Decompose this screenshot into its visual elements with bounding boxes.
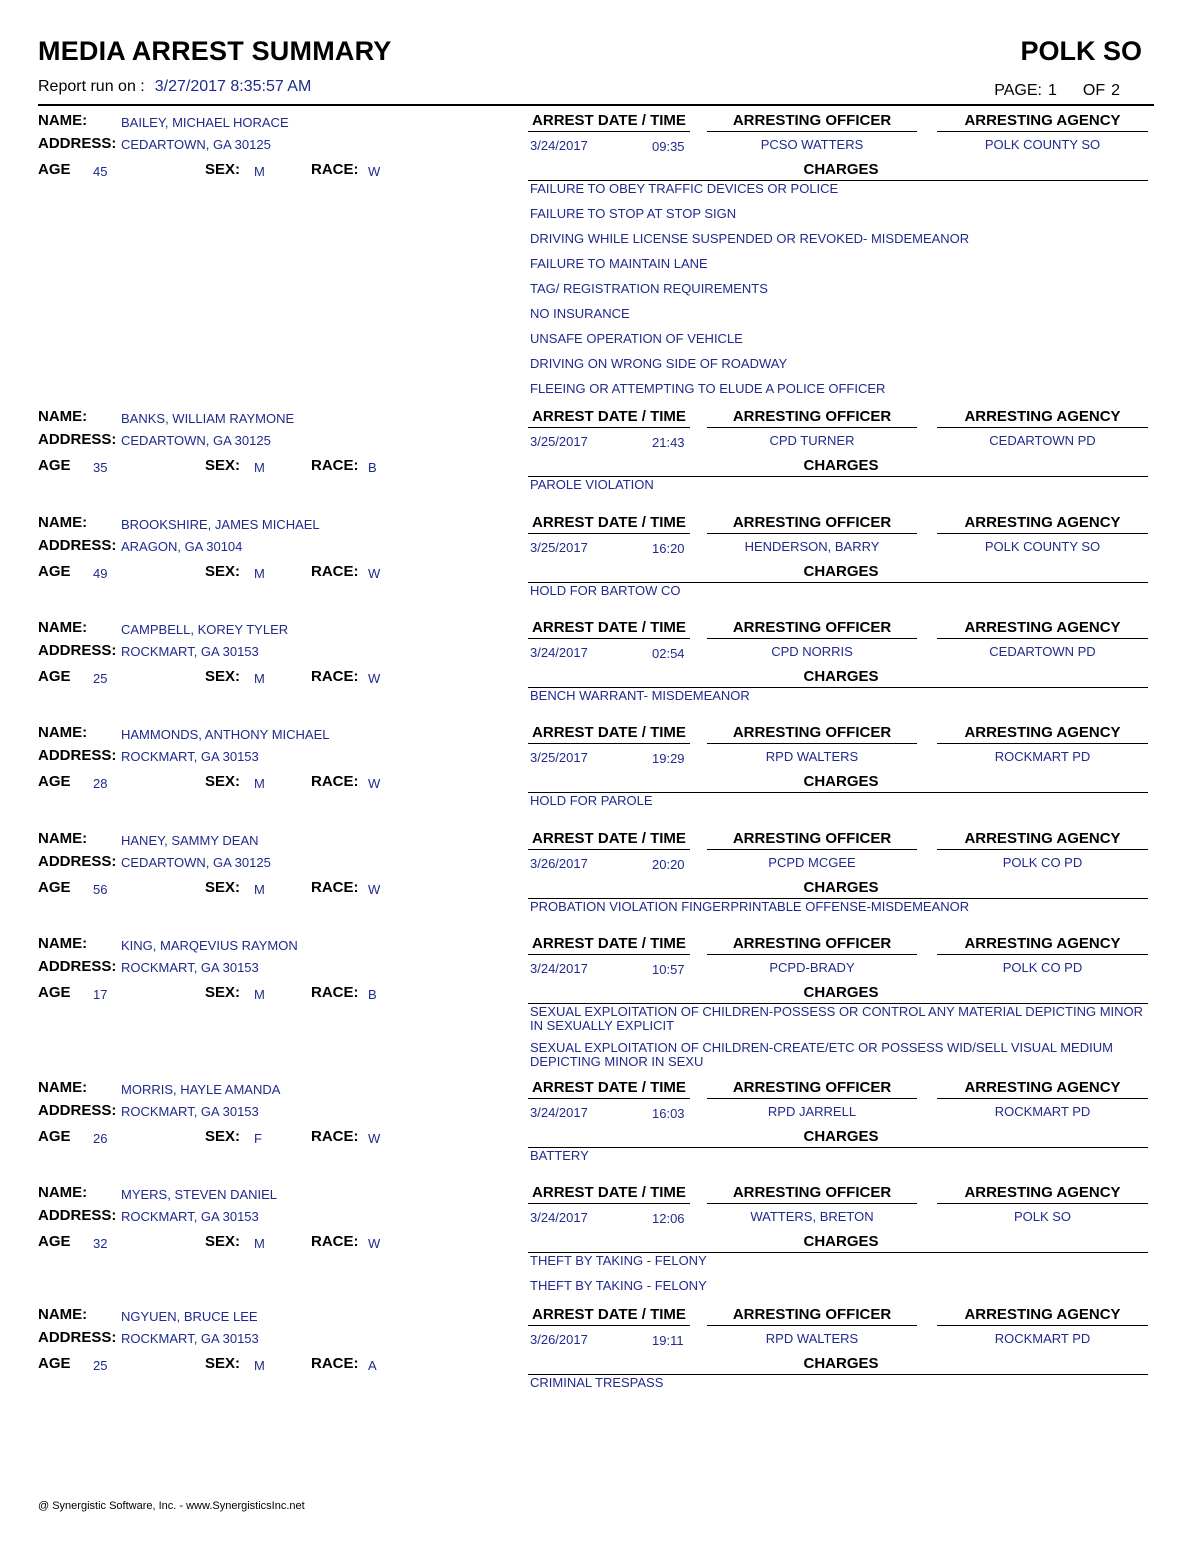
arresting-officer-rule bbox=[707, 427, 917, 428]
charge-item: CRIMINAL TRESPASS bbox=[530, 1375, 664, 1390]
person-sex: M bbox=[254, 671, 265, 686]
arrest-time: 12:06 bbox=[652, 1211, 685, 1226]
arresting-agency-rule bbox=[937, 533, 1148, 534]
person-address: ROCKMART, GA 30153 bbox=[121, 1104, 259, 1119]
arresting-agency-rule bbox=[937, 743, 1148, 744]
charges-header: CHARGES bbox=[803, 773, 879, 790]
person-race: W bbox=[368, 882, 381, 897]
charges-header: CHARGES bbox=[803, 668, 879, 685]
sex-label: SEX: bbox=[205, 1233, 241, 1250]
person-age: 25 bbox=[93, 1358, 108, 1373]
sex-label: SEX: bbox=[205, 984, 241, 1001]
person-race: B bbox=[368, 460, 377, 475]
person-address: CEDARTOWN, GA 30125 bbox=[121, 137, 271, 152]
arrest-date: 3/24/2017 bbox=[530, 138, 588, 153]
race-label: RACE: bbox=[311, 984, 359, 1001]
arresting-agency: CEDARTOWN PD bbox=[989, 644, 1096, 659]
report-run-label: Report run on : bbox=[38, 78, 145, 95]
name-label: NAME: bbox=[38, 830, 88, 847]
sex-label: SEX: bbox=[205, 161, 241, 178]
person-name: KING, MARQEVIUS RAYMON bbox=[121, 938, 298, 953]
age-label: AGE bbox=[38, 1233, 71, 1250]
race-label: RACE: bbox=[311, 773, 359, 790]
arresting-officer-rule bbox=[707, 131, 917, 132]
person-race: W bbox=[368, 1236, 381, 1251]
address-label: ADDRESS: bbox=[38, 1207, 117, 1224]
charges-rule bbox=[528, 1147, 1148, 1148]
charge-item: FLEEING OR ATTEMPTING TO ELUDE A POLICE OFFICER bbox=[530, 381, 886, 396]
person-address: CEDARTOWN, GA 30125 bbox=[121, 855, 271, 870]
arrest-date-time-header: ARREST DATE / TIME bbox=[532, 830, 686, 847]
charges-header: CHARGES bbox=[803, 563, 879, 580]
race-label: RACE: bbox=[311, 1128, 359, 1145]
arresting-agency-header: ARRESTING AGENCY bbox=[964, 514, 1121, 531]
arrest-date-time-header: ARREST DATE / TIME bbox=[532, 408, 686, 425]
age-label: AGE bbox=[38, 668, 71, 685]
arresting-officer: HENDERSON, BARRY bbox=[744, 539, 880, 554]
name-label: NAME: bbox=[38, 112, 88, 129]
arresting-agency-rule bbox=[937, 1098, 1148, 1099]
age-label: AGE bbox=[38, 1355, 71, 1372]
report-title: MEDIA ARREST SUMMARY bbox=[38, 36, 392, 66]
arresting-officer: RPD WALTERS bbox=[765, 1331, 859, 1346]
arrest-date: 3/25/2017 bbox=[530, 750, 588, 765]
age-label: AGE bbox=[38, 1128, 71, 1145]
person-sex: M bbox=[254, 882, 265, 897]
arresting-agency-rule bbox=[937, 954, 1148, 955]
person-address: ROCKMART, GA 30153 bbox=[121, 1331, 259, 1346]
sex-label: SEX: bbox=[205, 879, 241, 896]
arrest-date: 3/25/2017 bbox=[530, 540, 588, 555]
name-label: NAME: bbox=[38, 514, 88, 531]
arresting-officer: RPD WALTERS bbox=[765, 749, 859, 764]
arrest-time: 19:29 bbox=[652, 751, 685, 766]
arresting-officer: PCSO WATTERS bbox=[760, 137, 864, 152]
charges-header: CHARGES bbox=[803, 1233, 879, 1250]
arrest-time: 16:20 bbox=[652, 541, 685, 556]
arresting-agency-rule bbox=[937, 1203, 1148, 1204]
arresting-agency-rule bbox=[937, 427, 1148, 428]
person-address: ROCKMART, GA 30153 bbox=[121, 1209, 259, 1224]
race-label: RACE: bbox=[311, 1233, 359, 1250]
arrest-date-time-header: ARREST DATE / TIME bbox=[532, 1184, 686, 1201]
sex-label: SEX: bbox=[205, 773, 241, 790]
age-label: AGE bbox=[38, 563, 71, 580]
arresting-officer-rule bbox=[707, 638, 917, 639]
arrest-date: 3/24/2017 bbox=[530, 1105, 588, 1120]
arrest-date-time-header: ARREST DATE / TIME bbox=[532, 1079, 686, 1096]
arrest-date: 3/25/2017 bbox=[530, 434, 588, 449]
arrest-date: 3/24/2017 bbox=[530, 1210, 588, 1225]
name-label: NAME: bbox=[38, 1184, 88, 1201]
arresting-agency: POLK CO PD bbox=[1002, 960, 1083, 975]
arresting-officer-rule bbox=[707, 1203, 917, 1204]
arrest-time: 21:43 bbox=[652, 435, 685, 450]
person-sex: M bbox=[254, 164, 265, 179]
name-label: NAME: bbox=[38, 408, 88, 425]
arresting-officer: RPD JARRELL bbox=[767, 1104, 857, 1119]
name-label: NAME: bbox=[38, 1079, 88, 1096]
charge-item: HOLD FOR PAROLE bbox=[530, 793, 653, 808]
arresting-officer-header: ARRESTING OFFICER bbox=[732, 408, 892, 425]
charge-item: PROBATION VIOLATION FINGERPRINTABLE OFFENSE-MISDEMEANOR bbox=[530, 899, 970, 914]
name-label: NAME: bbox=[38, 724, 88, 741]
arresting-officer-rule bbox=[707, 1325, 917, 1326]
arrest-date-time-header: ARREST DATE / TIME bbox=[532, 112, 686, 129]
charges-header: CHARGES bbox=[803, 457, 879, 474]
arrest-date-rule bbox=[528, 427, 690, 428]
age-label: AGE bbox=[38, 161, 71, 178]
person-name: BROOKSHIRE, JAMES MICHAEL bbox=[121, 517, 320, 532]
person-name: HAMMONDS, ANTHONY MICHAEL bbox=[121, 727, 330, 742]
charge-item: THEFT BY TAKING - FELONY bbox=[530, 1253, 707, 1268]
charge-item: BENCH WARRANT- MISDEMEANOR bbox=[530, 688, 750, 703]
race-label: RACE: bbox=[311, 668, 359, 685]
arrest-time: 02:54 bbox=[652, 646, 685, 661]
person-sex: M bbox=[254, 460, 265, 475]
arresting-officer-rule bbox=[707, 743, 917, 744]
arresting-officer-header: ARRESTING OFFICER bbox=[732, 1079, 892, 1096]
charge-item: DRIVING ON WRONG SIDE OF ROADWAY bbox=[530, 356, 788, 371]
arresting-agency: POLK SO bbox=[1013, 1209, 1072, 1224]
person-name: BANKS, WILLIAM RAYMONE bbox=[121, 411, 295, 426]
charge-item: HOLD FOR BARTOW CO bbox=[530, 583, 681, 598]
person-sex: M bbox=[254, 1358, 265, 1373]
arrest-date-rule bbox=[528, 849, 690, 850]
charge-item: FAILURE TO OBEY TRAFFIC DEVICES OR POLICE bbox=[530, 181, 839, 196]
person-race: W bbox=[368, 776, 381, 791]
charge-item: DRIVING WHILE LICENSE SUSPENDED OR REVOKED- MISDEMEANOR bbox=[530, 231, 970, 246]
arrest-date-rule bbox=[528, 131, 690, 132]
charge-item: TAG/ REGISTRATION REQUIREMENTS bbox=[530, 281, 768, 296]
address-label: ADDRESS: bbox=[38, 853, 117, 870]
arrest-date-rule bbox=[528, 1203, 690, 1204]
arresting-officer: CPD NORRIS bbox=[771, 644, 853, 659]
person-race: W bbox=[368, 671, 381, 686]
address-label: ADDRESS: bbox=[38, 1102, 117, 1119]
person-sex: M bbox=[254, 566, 265, 581]
arrest-date-time-header: ARREST DATE / TIME bbox=[532, 619, 686, 636]
arrest-date: 3/24/2017 bbox=[530, 645, 588, 660]
person-name: CAMPBELL, KOREY TYLER bbox=[121, 622, 289, 637]
address-label: ADDRESS: bbox=[38, 135, 117, 152]
person-address: CEDARTOWN, GA 30125 bbox=[121, 433, 271, 448]
charge-item: BATTERY bbox=[530, 1148, 589, 1163]
address-label: ADDRESS: bbox=[38, 431, 117, 448]
arrest-time: 16:03 bbox=[652, 1106, 685, 1121]
arresting-officer: CPD TURNER bbox=[769, 433, 855, 448]
arrest-date: 3/26/2017 bbox=[530, 856, 588, 871]
arresting-agency-header: ARRESTING AGENCY bbox=[964, 1184, 1121, 1201]
age-label: AGE bbox=[38, 457, 71, 474]
name-label: NAME: bbox=[38, 1306, 88, 1323]
arrest-date-time-header: ARREST DATE / TIME bbox=[532, 1306, 686, 1323]
charge-item: NO INSURANCE bbox=[530, 306, 630, 321]
person-name: NGYUEN, BRUCE LEE bbox=[121, 1309, 258, 1324]
person-age: 32 bbox=[93, 1236, 108, 1251]
arresting-officer-header: ARRESTING OFFICER bbox=[732, 619, 892, 636]
address-label: ADDRESS: bbox=[38, 747, 117, 764]
person-age: 17 bbox=[93, 987, 108, 1002]
person-sex: M bbox=[254, 776, 265, 791]
person-age: 25 bbox=[93, 671, 108, 686]
of-label: OF bbox=[1082, 82, 1106, 99]
arresting-officer-header: ARRESTING OFFICER bbox=[732, 112, 892, 129]
sex-label: SEX: bbox=[205, 1355, 241, 1372]
person-race: W bbox=[368, 1131, 381, 1146]
charge-item: FAILURE TO STOP AT STOP SIGN bbox=[530, 206, 737, 221]
person-age: 45 bbox=[93, 164, 108, 179]
report-agency: POLK SO bbox=[1020, 36, 1142, 66]
arresting-agency: ROCKMART PD bbox=[994, 1104, 1091, 1119]
arresting-officer: WATTERS, BRETON bbox=[750, 1209, 874, 1224]
address-label: ADDRESS: bbox=[38, 958, 117, 975]
race-label: RACE: bbox=[311, 563, 359, 580]
race-label: RACE: bbox=[311, 161, 359, 178]
arrest-date-time-header: ARREST DATE / TIME bbox=[532, 514, 686, 531]
arresting-officer-rule bbox=[707, 1098, 917, 1099]
arrest-time: 20:20 bbox=[652, 857, 685, 872]
arrest-date-rule bbox=[528, 743, 690, 744]
arresting-agency: POLK CO PD bbox=[1002, 855, 1083, 870]
arresting-officer: PCPD-BRADY bbox=[769, 960, 855, 975]
race-label: RACE: bbox=[311, 1355, 359, 1372]
arresting-officer: PCPD MCGEE bbox=[768, 855, 856, 870]
age-label: AGE bbox=[38, 773, 71, 790]
address-label: ADDRESS: bbox=[38, 642, 117, 659]
arresting-officer-rule bbox=[707, 954, 917, 955]
age-label: AGE bbox=[38, 984, 71, 1001]
race-label: RACE: bbox=[311, 457, 359, 474]
arresting-officer-rule bbox=[707, 533, 917, 534]
person-age: 49 bbox=[93, 566, 108, 581]
arresting-agency-header: ARRESTING AGENCY bbox=[964, 619, 1121, 636]
person-address: ARAGON, GA 30104 bbox=[121, 539, 243, 554]
arrest-date: 3/26/2017 bbox=[530, 1332, 588, 1347]
arresting-officer-header: ARRESTING OFFICER bbox=[732, 514, 892, 531]
age-label: AGE bbox=[38, 879, 71, 896]
arresting-agency-rule bbox=[937, 131, 1148, 132]
arresting-agency: CEDARTOWN PD bbox=[989, 433, 1096, 448]
arresting-officer-header: ARRESTING OFFICER bbox=[732, 1184, 892, 1201]
charges-header: CHARGES bbox=[803, 1355, 879, 1372]
arresting-agency-header: ARRESTING AGENCY bbox=[964, 935, 1121, 952]
footer-credit: @ Synergistic Software, Inc. - www.SynergisticsInc.net bbox=[38, 1500, 305, 1512]
arresting-agency-header: ARRESTING AGENCY bbox=[964, 1079, 1121, 1096]
person-age: 35 bbox=[93, 460, 108, 475]
person-age: 56 bbox=[93, 882, 108, 897]
arresting-agency-rule bbox=[937, 1325, 1148, 1326]
person-name: BAILEY, MICHAEL HORACE bbox=[121, 115, 289, 130]
arresting-agency: POLK COUNTY SO bbox=[984, 539, 1101, 554]
person-age: 28 bbox=[93, 776, 108, 791]
charges-header: CHARGES bbox=[803, 879, 879, 896]
charge-item: THEFT BY TAKING - FELONY bbox=[530, 1278, 707, 1293]
person-address: ROCKMART, GA 30153 bbox=[121, 960, 259, 975]
arrest-date-rule bbox=[528, 1325, 690, 1326]
arresting-agency: ROCKMART PD bbox=[994, 749, 1091, 764]
sex-label: SEX: bbox=[205, 563, 241, 580]
arresting-agency-header: ARRESTING AGENCY bbox=[964, 1306, 1121, 1323]
page-label: PAGE: bbox=[994, 82, 1042, 99]
charge-item: PAROLE VIOLATION bbox=[530, 477, 654, 492]
person-race: A bbox=[368, 1358, 377, 1373]
charges-header: CHARGES bbox=[803, 984, 879, 1001]
address-label: ADDRESS: bbox=[38, 537, 117, 554]
name-label: NAME: bbox=[38, 619, 88, 636]
person-race: W bbox=[368, 164, 381, 179]
arresting-agency-rule bbox=[937, 849, 1148, 850]
person-name: MYERS, STEVEN DANIEL bbox=[121, 1187, 278, 1202]
address-label: ADDRESS: bbox=[38, 1329, 117, 1346]
arrest-time: 10:57 bbox=[652, 962, 685, 977]
arresting-agency-rule bbox=[937, 638, 1148, 639]
arresting-agency-header: ARRESTING AGENCY bbox=[964, 830, 1121, 847]
person-name: MORRIS, HAYLE AMANDA bbox=[121, 1082, 281, 1097]
person-sex: F bbox=[254, 1131, 262, 1146]
sex-label: SEX: bbox=[205, 1128, 241, 1145]
arresting-officer-header: ARRESTING OFFICER bbox=[732, 1306, 892, 1323]
page-total: 2 bbox=[1111, 82, 1120, 99]
person-name: HANEY, SAMMY DEAN bbox=[121, 833, 259, 848]
name-label: NAME: bbox=[38, 935, 88, 952]
charge-item: SEXUAL EXPLOITATION OF CHILDREN-POSSESS OR CONTROL ANY MATERIAL DEPICTING MINOR IN SEXUALLY EXPLICIT bbox=[530, 1004, 1144, 1033]
arresting-officer-rule bbox=[707, 849, 917, 850]
sex-label: SEX: bbox=[205, 668, 241, 685]
person-address: ROCKMART, GA 30153 bbox=[121, 749, 259, 764]
person-race: B bbox=[368, 987, 377, 1002]
page-number: 1 bbox=[1047, 82, 1057, 99]
arresting-officer-header: ARRESTING OFFICER bbox=[732, 724, 892, 741]
person-race: W bbox=[368, 566, 381, 581]
charge-item: SEXUAL EXPLOITATION OF CHILDREN-CREATE/ETC OR POSSESS WID/SELL VISUAL MEDIUM DEPICTING MINOR IN SEXU bbox=[530, 1040, 1113, 1069]
charge-item: UNSAFE OPERATION OF VEHICLE bbox=[530, 331, 743, 346]
arrest-time: 09:35 bbox=[652, 139, 685, 154]
person-age: 26 bbox=[93, 1131, 108, 1146]
person-address: ROCKMART, GA 30153 bbox=[121, 644, 259, 659]
arresting-agency-header: ARRESTING AGENCY bbox=[964, 112, 1121, 129]
arresting-agency-header: ARRESTING AGENCY bbox=[964, 408, 1121, 425]
arresting-officer-header: ARRESTING OFFICER bbox=[732, 830, 892, 847]
arrest-date-time-header: ARREST DATE / TIME bbox=[532, 724, 686, 741]
arrest-date-rule bbox=[528, 1098, 690, 1099]
race-label: RACE: bbox=[311, 879, 359, 896]
charges-header: CHARGES bbox=[803, 1128, 879, 1145]
charges-header: CHARGES bbox=[803, 161, 879, 178]
arrest-date-rule bbox=[528, 638, 690, 639]
person-sex: M bbox=[254, 987, 265, 1002]
charge-item: FAILURE TO MAINTAIN LANE bbox=[530, 256, 708, 271]
arrest-date-time-header: ARREST DATE / TIME bbox=[532, 935, 686, 952]
arrest-date-rule bbox=[528, 954, 690, 955]
arresting-agency-header: ARRESTING AGENCY bbox=[964, 724, 1121, 741]
report-run-value: 3/27/2017 8:35:57 AM bbox=[154, 78, 312, 95]
sex-label: SEX: bbox=[205, 457, 241, 474]
arrest-time: 19:11 bbox=[652, 1333, 684, 1348]
arresting-agency: ROCKMART PD bbox=[994, 1331, 1091, 1346]
arresting-agency: POLK COUNTY SO bbox=[984, 137, 1101, 152]
person-sex: M bbox=[254, 1236, 265, 1251]
arrest-date-rule bbox=[528, 533, 690, 534]
arrest-date: 3/24/2017 bbox=[530, 961, 588, 976]
arresting-officer-header: ARRESTING OFFICER bbox=[732, 935, 892, 952]
